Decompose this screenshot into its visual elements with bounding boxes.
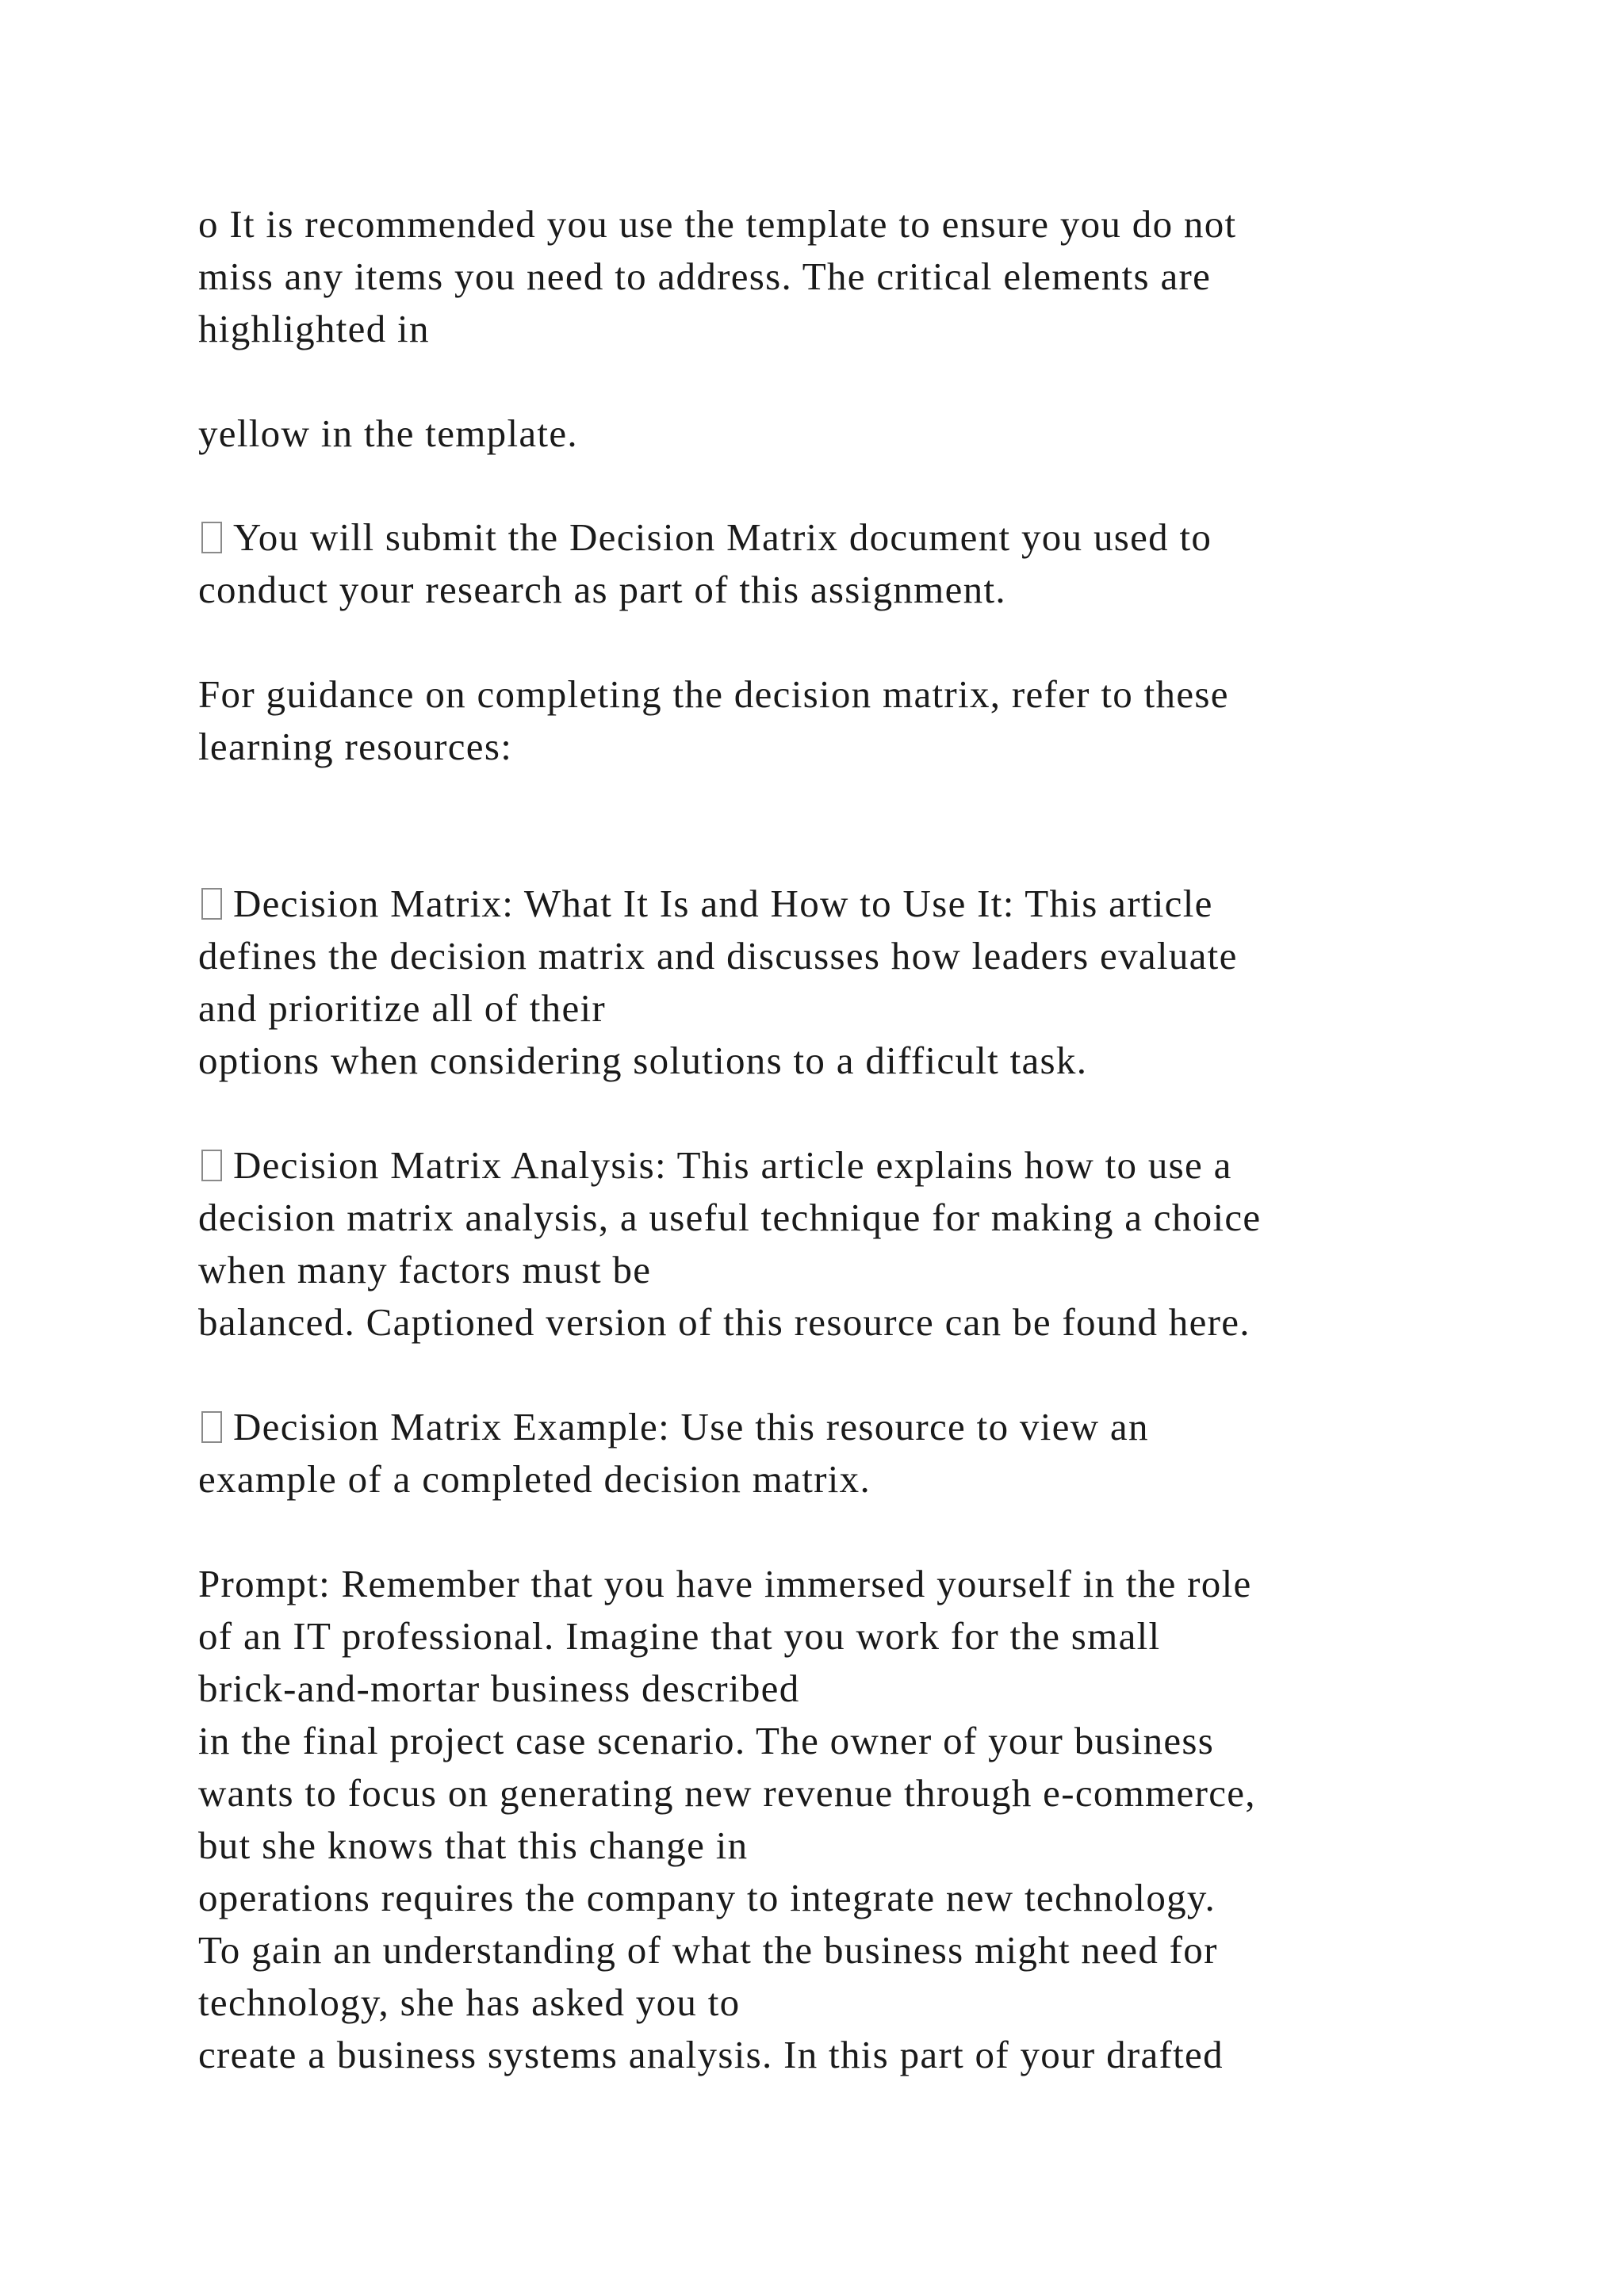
- text-line: wants to focus on generating new revenue through e-commerce,: [198, 1771, 1256, 1815]
- text-line: [198, 878, 1546, 930]
- missing-glyph-bullet-icon: [201, 1411, 222, 1443]
- missing-glyph-bullet-icon: [201, 1150, 222, 1181]
- text-line: of an IT professional. Imagine that you work for the small: [198, 1614, 1161, 1658]
- paragraph-prompt: [198, 1558, 1546, 2081]
- text-line: create a business systems analysis. In this part of your drafted: [198, 2033, 1224, 2076]
- text-line: yellow in the template.: [198, 411, 578, 455]
- paragraph-resource-what-it-is: [198, 878, 1546, 1087]
- text-line: defines the decision matrix and discusses how leaders evaluate: [198, 934, 1238, 978]
- text-line: To gain an understanding of what the business might need for: [198, 1928, 1218, 1972]
- text-line: [198, 1401, 1546, 1453]
- text-line: when many factors must be: [198, 1248, 652, 1292]
- text-line: options when considering solutions to a difficult task.: [198, 1039, 1088, 1082]
- text-line: brick-and-mortar business described: [198, 1667, 800, 1710]
- text-line: o It is recommended you use the template to ensure you do not: [198, 202, 1237, 246]
- text-line: in the final project case scenario. The owner of your business: [198, 1719, 1215, 1762]
- paragraph-yellow-template: [198, 408, 1546, 460]
- paragraph-template-recommendation: [198, 198, 1546, 355]
- paragraph-guidance: [198, 668, 1546, 773]
- text-line: [198, 1139, 1546, 1192]
- text-line: For guidance on completing the decision matrix, refer to these: [198, 672, 1229, 716]
- missing-glyph-bullet-icon: [201, 522, 222, 553]
- text-line: [198, 511, 1546, 564]
- paragraph-resource-example: [198, 1401, 1546, 1506]
- text-line: technology, she has asked you to: [198, 1980, 741, 2024]
- text-line-content: Decision Matrix Analysis: This article explains how to use a: [233, 1143, 1232, 1187]
- text-line: decision matrix analysis, a useful technique for making a choice: [198, 1196, 1262, 1239]
- text-line: but she knows that this change in: [198, 1823, 749, 1867]
- paragraph-submit-decision-matrix: [198, 511, 1546, 616]
- text-line: and prioritize all of their: [198, 986, 607, 1030]
- text-line: Prompt: Remember that you have immersed yourself in the role: [198, 1562, 1252, 1605]
- text-line-content: You will submit the Decision Matrix document you used to: [233, 515, 1212, 559]
- missing-glyph-bullet-icon: [201, 888, 222, 920]
- paragraph-resource-analysis: [198, 1139, 1546, 1349]
- text-line: miss any items you need to address. The critical elements are: [198, 254, 1212, 298]
- text-line: example of a completed decision matrix.: [198, 1457, 871, 1501]
- text-line: operations requires the company to integrate new technology.: [198, 1876, 1216, 1919]
- text-line: balanced. Captioned version of this resource can be found here.: [198, 1300, 1251, 1344]
- text-line: highlighted in: [198, 307, 430, 350]
- text-line: conduct your research as part of this assignment.: [198, 568, 1006, 611]
- text-line: learning resources:: [198, 725, 513, 768]
- text-line-content: Decision Matrix Example: Use this resource to view an: [233, 1405, 1149, 1448]
- text-line-content: Decision Matrix: What It Is and How to Use It: This article: [233, 882, 1213, 925]
